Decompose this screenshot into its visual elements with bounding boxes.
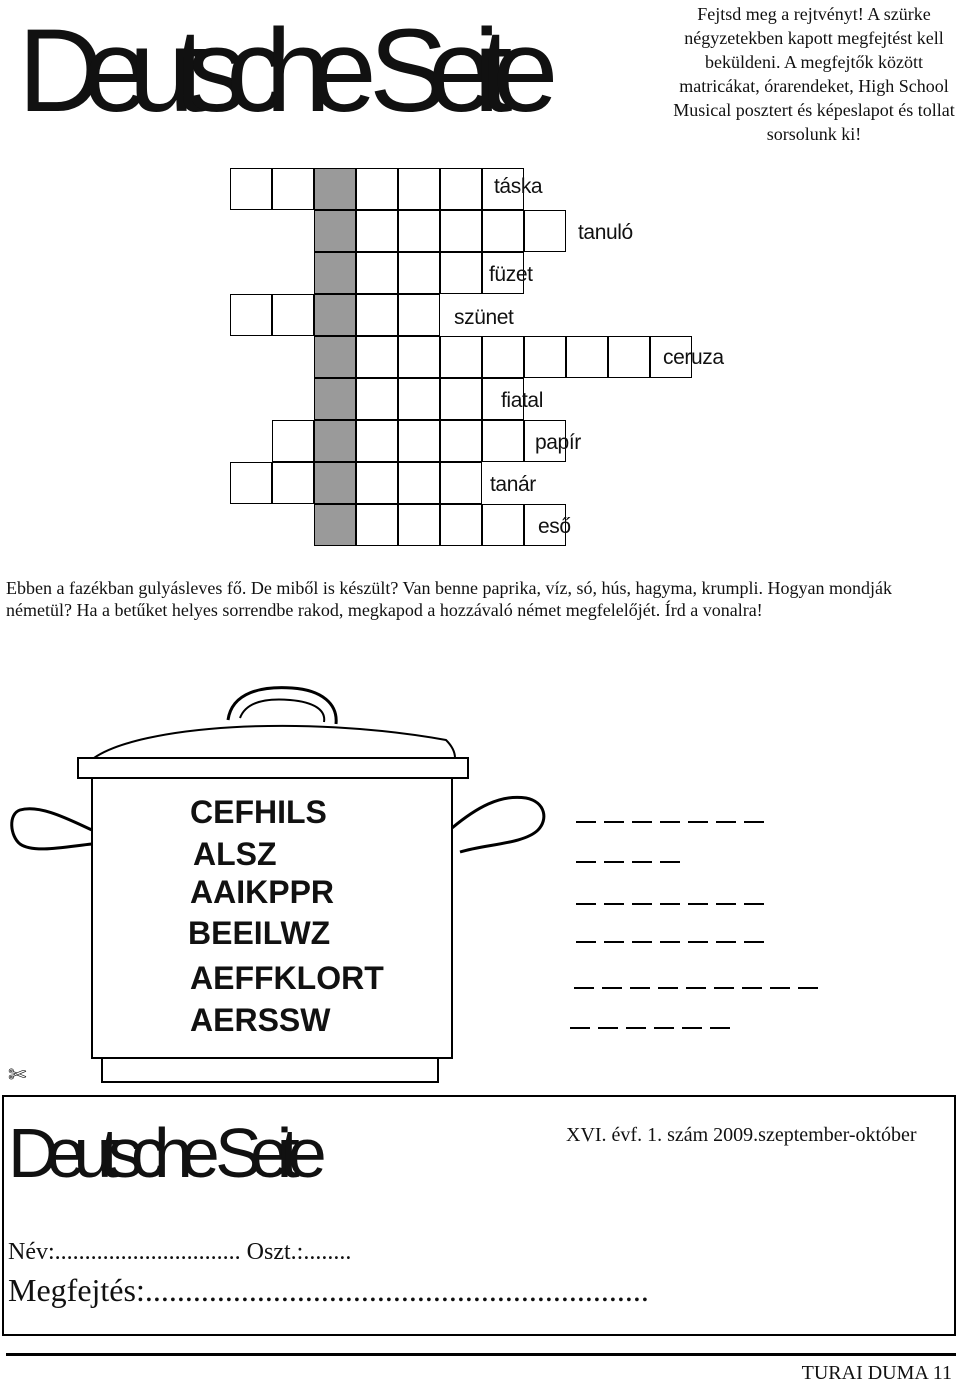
answer-blank-lines[interactable] <box>560 800 860 1040</box>
crossword-cell[interactable] <box>356 336 398 378</box>
crossword-cell[interactable] <box>398 378 440 420</box>
solution-cell[interactable] <box>314 210 356 252</box>
clue-tanulo: tanuló <box>578 221 633 244</box>
crossword-cell[interactable] <box>356 378 398 420</box>
crossword-cell[interactable] <box>398 252 440 294</box>
crossword-cell[interactable] <box>440 168 482 210</box>
crossword-cell[interactable] <box>440 336 482 378</box>
crossword-cell[interactable] <box>566 336 608 378</box>
crossword-cell[interactable] <box>482 420 524 462</box>
solution-cell[interactable] <box>314 462 356 504</box>
solution-cell[interactable] <box>314 378 356 420</box>
scrambled-word-1: CEFHILS <box>190 794 327 830</box>
footer-divider <box>6 1353 956 1356</box>
crossword-cell[interactable] <box>440 462 482 504</box>
page-title: Deutsche Seite <box>18 5 539 137</box>
crossword-cell[interactable] <box>440 504 482 546</box>
page-footer: TURAI DUMA 11 <box>801 1362 952 1384</box>
scrambled-word-2: ALSZ <box>193 836 277 872</box>
crossword-cell[interactable] <box>398 462 440 504</box>
clue-szunet: szünet <box>454 306 514 329</box>
scrambled-word-3: AAIKPPR <box>190 874 335 910</box>
solution-cell[interactable] <box>314 168 356 210</box>
clue-eso: eső <box>538 515 571 538</box>
scrambled-word-6: AERSSW <box>190 1002 331 1038</box>
crossword-cell[interactable] <box>272 168 314 210</box>
crossword-cell[interactable] <box>482 336 524 378</box>
solution-cell[interactable] <box>314 504 356 546</box>
clue-papir: papír <box>535 431 581 454</box>
crossword-cell[interactable] <box>608 336 650 378</box>
solution-cell[interactable] <box>314 294 356 336</box>
crossword-cell[interactable] <box>440 378 482 420</box>
crossword-cell[interactable] <box>398 168 440 210</box>
crossword-cell[interactable] <box>398 504 440 546</box>
crossword-cell[interactable] <box>524 210 566 252</box>
crossword-cell[interactable] <box>440 420 482 462</box>
crossword-cell[interactable] <box>272 420 314 462</box>
clue-ceruza: ceruza <box>663 346 724 369</box>
solution-cell[interactable] <box>314 336 356 378</box>
scissors-icon: ✄ <box>8 1062 27 1087</box>
crossword-cell[interactable] <box>398 336 440 378</box>
clue-tanska: táska <box>494 175 543 198</box>
crossword-cell[interactable] <box>482 210 524 252</box>
crossword-cell[interactable] <box>356 294 398 336</box>
scrambled-word-4: BEEILWZ <box>188 915 331 951</box>
crossword-cell[interactable] <box>356 210 398 252</box>
slip-title: Deutsche Seite <box>8 1114 315 1192</box>
crossword-cell[interactable] <box>356 462 398 504</box>
crossword-cell[interactable] <box>440 252 482 294</box>
scrambled-word-5: AEFFKLORT <box>190 960 384 996</box>
solution-field[interactable]: Megfejtés:............................................................... <box>8 1272 649 1308</box>
crossword-cell[interactable] <box>356 252 398 294</box>
crossword-cell[interactable] <box>230 168 272 210</box>
name-class-field[interactable]: Név:............................... Oszt.:........ <box>8 1239 352 1265</box>
puzzle-instructions: Fejtsd meg a rejtvényt! A szürke négyzetekben kapott megfejtést kell beküldeni. A megfejtők között matricákat, órarendeket, High School Musical posztert és képeslapot és tollat sorsolunk ki! <box>673 4 955 144</box>
crossword-cell[interactable] <box>398 210 440 252</box>
crossword-cell[interactable] <box>272 462 314 504</box>
crossword-cell[interactable] <box>524 336 566 378</box>
crossword-cell[interactable] <box>482 504 524 546</box>
solution-cell[interactable] <box>314 420 356 462</box>
task-text: Ebben a fazékban gulyásleves fő. De miből is készült? Van benne paprika, víz, só, hús, hagyma, krumpli. Hogyan mondják németül? Ha a betűket helyes sorrendbe rakod, megkapod a hozzávaló német megfelelőjét. Írd a vonalra! <box>6 578 892 620</box>
crossword-cell[interactable] <box>398 420 440 462</box>
issue-info: XVI. évf. 1. szám 2009.szeptember-október <box>566 1124 917 1146</box>
crossword-cell[interactable] <box>398 294 440 336</box>
crossword-cell[interactable] <box>230 462 272 504</box>
crossword-cell[interactable] <box>440 210 482 252</box>
crossword-cell[interactable] <box>356 168 398 210</box>
clue-tanar: tanár <box>490 473 536 496</box>
clue-fuzet: füzet <box>489 263 533 286</box>
crossword-cell[interactable] <box>356 504 398 546</box>
crossword-cell[interactable] <box>272 294 314 336</box>
crossword-cell[interactable] <box>356 420 398 462</box>
crossword-cell[interactable] <box>230 294 272 336</box>
clue-fiatal: fiatal <box>501 389 543 412</box>
solution-cell[interactable] <box>314 252 356 294</box>
